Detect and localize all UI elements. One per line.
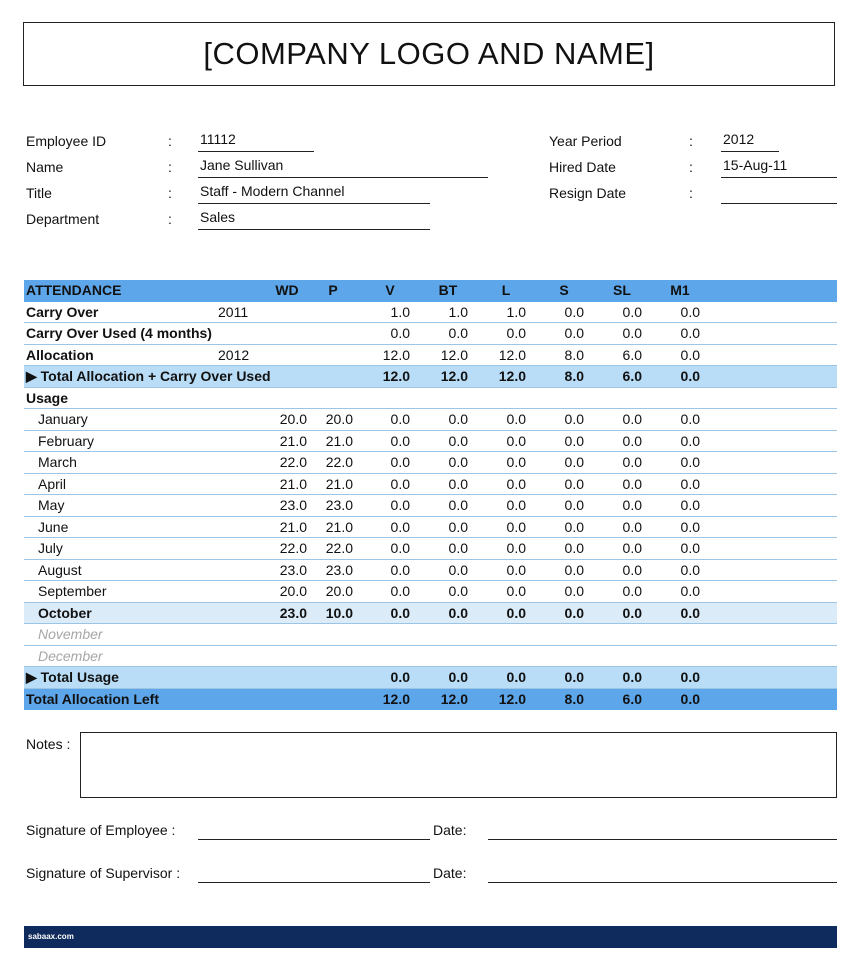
cell-bt: 0.0: [448, 432, 468, 449]
row-label: ▶ Total Usage: [26, 669, 119, 685]
month-name: August: [38, 561, 82, 578]
cell-m1: 0.0: [680, 561, 700, 578]
table-row: [24, 431, 837, 453]
supervisor-date-field[interactable]: [488, 882, 837, 883]
cell-sl: 6.0: [622, 346, 642, 363]
attendance-table: [24, 280, 837, 710]
cell-sl: 0.0: [622, 303, 642, 320]
table-row: [24, 538, 837, 560]
notes-field[interactable]: [80, 732, 837, 798]
colon: :: [689, 159, 693, 175]
cell-bt: 1.0: [448, 303, 468, 320]
department-label: Department: [26, 211, 100, 227]
cell-m1: 0.0: [680, 540, 700, 556]
employee-date-label: Date:: [433, 822, 467, 838]
cell-l: 0.0: [506, 454, 526, 470]
cell-v: 0.0: [390, 604, 410, 621]
month-name: January: [38, 411, 88, 427]
total-allocation-left-row: [24, 689, 837, 711]
cell-l: 0.0: [506, 604, 526, 621]
cell-bt: 12.0: [440, 346, 468, 363]
cell-m1: 0.0: [680, 669, 700, 685]
cell-sl: 0.0: [622, 540, 642, 556]
row-year: 2012: [218, 346, 250, 363]
row-label: Allocation: [26, 346, 94, 363]
cell-sl: 0.0: [622, 561, 642, 578]
cell-sl: 0.0: [622, 669, 642, 685]
month-name: July: [38, 540, 63, 556]
year-period-label: Year Period: [549, 133, 622, 149]
cell-v: 0.0: [390, 325, 410, 341]
row-year: 2011: [218, 303, 249, 320]
cell-v: 1.0: [390, 303, 410, 320]
company-logo-title: [COMPANY LOGO AND NAME]: [23, 22, 835, 86]
row-label: Total Allocation Left: [26, 690, 159, 707]
cell-sl: 0.0: [622, 454, 642, 470]
cell-bt: 0.0: [448, 454, 468, 470]
employee-id-field[interactable]: 11112: [198, 130, 314, 152]
cell-v: 0.0: [390, 669, 410, 685]
cell-l: 0.0: [506, 411, 526, 427]
cell-l: 0.0: [506, 497, 526, 513]
cell-wd: 20.0: [279, 411, 307, 427]
cell-v: 0.0: [390, 540, 410, 556]
employee-signature-field[interactable]: [198, 839, 430, 840]
cell-m1: 0.0: [680, 454, 700, 470]
cell-s: 0.0: [564, 432, 584, 449]
cell-wd: 22.0: [279, 540, 307, 556]
cell-sl: 0.0: [622, 325, 642, 341]
cell-s: 0.0: [564, 497, 584, 513]
row-label: Carry Over Used (4 months): [26, 325, 212, 341]
table-row: [24, 603, 837, 625]
cell-l: 0.0: [506, 432, 526, 449]
cell-bt: 0.0: [448, 540, 468, 556]
employee-id-label: Employee ID: [26, 133, 107, 149]
cell-bt: 0.0: [448, 497, 468, 513]
cell-m1: 0.0: [680, 303, 700, 320]
cell-l: 0.0: [506, 540, 526, 556]
cell-sl: 0.0: [622, 497, 642, 513]
cell-s: 8.0: [564, 690, 584, 707]
notes-label: Notes :: [26, 736, 71, 752]
title-label: Title: [26, 185, 52, 201]
cell-wd: 22.0: [279, 454, 307, 470]
cell-wd: 20.0: [279, 583, 307, 599]
cell-l: 0.0: [506, 325, 526, 341]
month-name: April: [38, 475, 67, 492]
header-sl: SL: [613, 282, 631, 298]
cell-bt: 0.0: [448, 669, 468, 685]
colon: :: [168, 133, 172, 149]
cell-m1: 0.0: [680, 411, 700, 427]
supervisor-date-label: Date:: [433, 865, 467, 881]
cell-bt: 0.0: [448, 583, 468, 599]
cell-v: 0.0: [390, 475, 410, 492]
name-label: Name: [26, 159, 64, 175]
month-name: February: [38, 432, 95, 449]
month-name: May: [38, 497, 65, 513]
cell-l: 12.0: [498, 690, 526, 707]
cell-s: 0.0: [564, 454, 584, 470]
cell-l: 0.0: [506, 518, 526, 535]
cell-s: 8.0: [564, 346, 584, 363]
resign-date-field[interactable]: [721, 182, 837, 204]
cell-v: 0.0: [390, 518, 410, 535]
colon: :: [689, 133, 693, 149]
cell-wd: 21.0: [279, 432, 307, 449]
cell-p: 23.0: [325, 561, 353, 578]
footer-bar: [24, 926, 837, 948]
title-field[interactable]: Staff - Modern Channel: [198, 182, 430, 204]
cell-v: 12.0: [382, 346, 410, 363]
cell-sl: 0.0: [622, 604, 642, 621]
month-name: November: [38, 626, 103, 642]
header-m1: M1: [670, 282, 690, 298]
row-label: Carry Over: [26, 303, 99, 320]
total-usage-row: [24, 667, 837, 689]
cell-sl: 0.0: [622, 475, 642, 492]
header-bt: BT: [438, 282, 458, 298]
cell-m1: 0.0: [680, 432, 700, 449]
cell-v: 12.0: [382, 368, 410, 384]
cell-p: 10.0: [325, 604, 353, 621]
row-label: Usage: [26, 389, 69, 406]
carry-over-used-row: [24, 323, 837, 345]
header-s: S: [559, 282, 569, 298]
cell-wd: 21.0: [279, 518, 307, 535]
cell-p: 22.0: [325, 454, 353, 470]
hired-date-label: Hired Date: [549, 159, 616, 175]
cell-m1: 0.0: [680, 604, 700, 621]
cell-p: 20.0: [325, 583, 353, 599]
carry-over-row: [24, 302, 837, 324]
footer-text: sabaax.com: [28, 932, 74, 941]
row-label: ▶ Total Allocation + Carry Over Used: [26, 368, 271, 384]
cell-s: 0.0: [564, 518, 584, 535]
name-field[interactable]: Jane Sullivan: [198, 156, 488, 178]
resign-date-label: Resign Date: [549, 185, 627, 201]
table-row: [24, 624, 837, 646]
table-row: [24, 581, 837, 603]
total-allocation-row: [24, 366, 837, 388]
cell-bt: 0.0: [448, 325, 468, 341]
cell-v: 0.0: [390, 411, 410, 427]
cell-bt: 0.0: [448, 561, 468, 578]
employee-date-field[interactable]: [488, 839, 837, 840]
table-header-row: [24, 280, 837, 302]
cell-sl: 0.0: [622, 583, 642, 599]
table-row: [24, 517, 837, 539]
cell-s: 0.0: [564, 303, 584, 320]
month-name: October: [38, 604, 92, 621]
employee-signature-label: Signature of Employee :: [26, 822, 176, 838]
cell-wd: 23.0: [279, 604, 307, 621]
cell-v: 0.0: [390, 432, 410, 449]
month-name: September: [38, 583, 107, 599]
cell-v: 0.0: [390, 454, 410, 470]
header-wd: WD: [275, 282, 299, 298]
cell-m1: 0.0: [680, 497, 700, 513]
usage-row: [24, 388, 837, 410]
cell-s: 8.0: [564, 368, 584, 384]
table-row: [24, 452, 837, 474]
header-v: V: [385, 282, 395, 298]
cell-wd: 23.0: [279, 497, 307, 513]
month-rows: [24, 409, 837, 667]
cell-p: 21.0: [325, 432, 353, 449]
cell-wd: 23.0: [279, 561, 307, 578]
cell-bt: 0.0: [448, 604, 468, 621]
table-row: [24, 646, 837, 668]
month-name: March: [38, 454, 77, 470]
cell-v: 0.0: [390, 583, 410, 599]
cell-l: 0.0: [506, 583, 526, 599]
cell-sl: 6.0: [622, 690, 642, 707]
cell-m1: 0.0: [680, 346, 700, 363]
cell-sl: 0.0: [622, 518, 642, 535]
cell-l: 0.0: [506, 669, 526, 685]
supervisor-signature-label: Signature of Supervisor :: [26, 865, 181, 881]
cell-sl: 6.0: [622, 368, 642, 384]
cell-s: 0.0: [564, 411, 584, 427]
cell-s: 0.0: [564, 561, 584, 578]
table-row: [24, 560, 837, 582]
colon: :: [168, 159, 172, 175]
cell-bt: 0.0: [448, 518, 468, 535]
allocation-row: [24, 345, 837, 367]
cell-l: 1.0: [506, 303, 526, 320]
colon: :: [168, 211, 172, 227]
cell-bt: 12.0: [440, 690, 468, 707]
cell-bt: 0.0: [448, 411, 468, 427]
cell-m1: 0.0: [680, 325, 700, 341]
colon: :: [168, 185, 172, 201]
cell-l: 12.0: [498, 368, 526, 384]
cell-sl: 0.0: [622, 432, 642, 449]
cell-m1: 0.0: [680, 690, 700, 707]
cell-l: 0.0: [506, 475, 526, 492]
table-row: [24, 409, 837, 431]
cell-m1: 0.0: [680, 518, 700, 535]
cell-s: 0.0: [564, 325, 584, 341]
header-p: P: [328, 282, 338, 298]
cell-p: 21.0: [325, 518, 353, 535]
table-row: [24, 474, 837, 496]
cell-l: 0.0: [506, 561, 526, 578]
cell-v: 0.0: [390, 561, 410, 578]
cell-sl: 0.0: [622, 411, 642, 427]
cell-m1: 0.0: [680, 475, 700, 492]
table-row: [24, 495, 837, 517]
cell-s: 0.0: [564, 604, 584, 621]
cell-bt: 0.0: [448, 475, 468, 492]
department-field[interactable]: Sales: [198, 208, 430, 230]
cell-p: 20.0: [325, 411, 353, 427]
cell-p: 23.0: [325, 497, 353, 513]
cell-p: 22.0: [325, 540, 353, 556]
cell-s: 0.0: [564, 475, 584, 492]
cell-v: 0.0: [390, 497, 410, 513]
colon: :: [689, 185, 693, 201]
supervisor-signature-field[interactable]: [198, 882, 430, 883]
cell-bt: 12.0: [440, 368, 468, 384]
cell-l: 12.0: [498, 346, 526, 363]
year-period-field[interactable]: 2012: [721, 130, 779, 152]
cell-wd: 21.0: [279, 475, 307, 492]
cell-s: 0.0: [564, 540, 584, 556]
header-l: L: [501, 282, 511, 298]
cell-m1: 0.0: [680, 583, 700, 599]
cell-p: 21.0: [325, 475, 353, 492]
cell-s: 0.0: [564, 583, 584, 599]
header-attendance: ATTENDANCE: [26, 282, 122, 298]
cell-v: 12.0: [382, 690, 410, 707]
month-name: December: [38, 647, 103, 664]
hired-date-field[interactable]: 15-Aug-11: [721, 156, 837, 178]
cell-s: 0.0: [564, 669, 584, 685]
cell-m1: 0.0: [680, 368, 700, 384]
month-name: June: [38, 518, 69, 535]
